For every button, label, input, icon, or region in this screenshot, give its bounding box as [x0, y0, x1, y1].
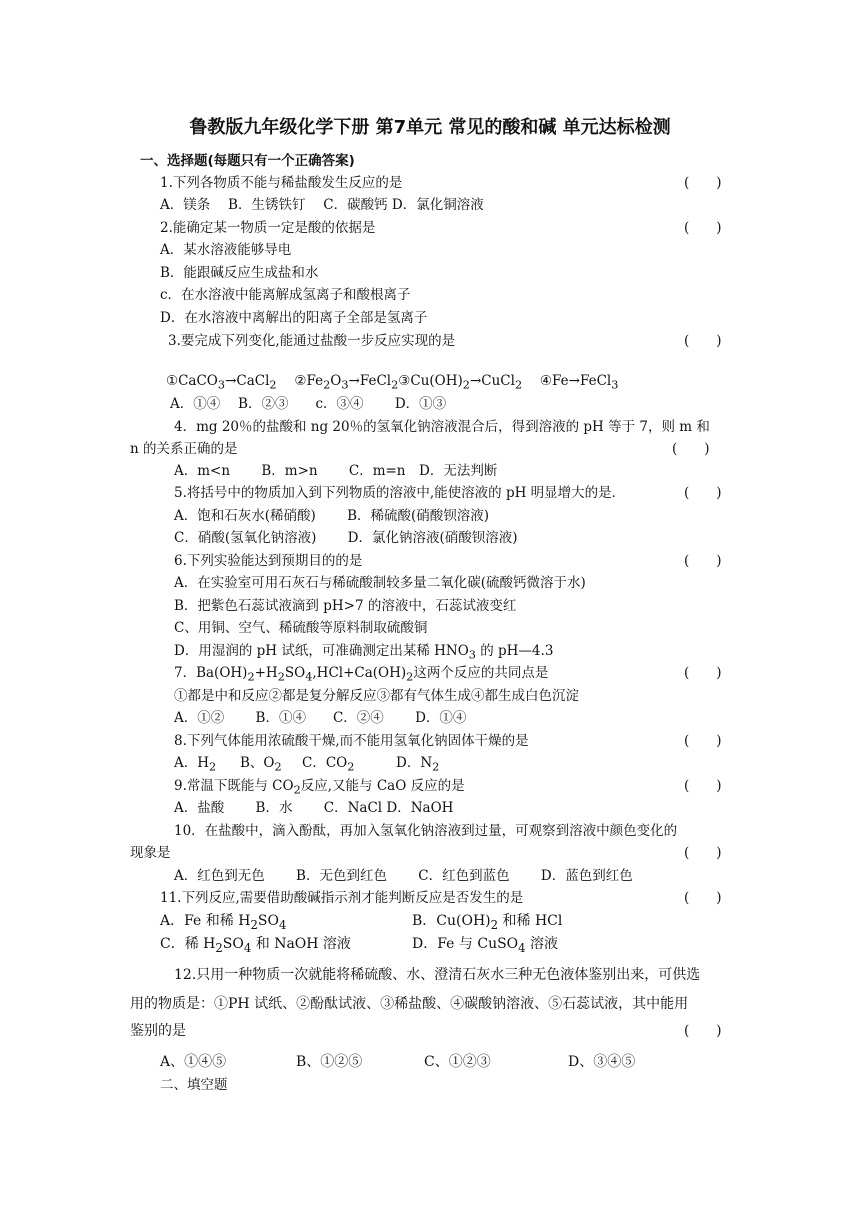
- q1-answer-paren: ( ): [684, 175, 722, 191]
- q6-option-a: A．在实验室可用石灰石与稀硫酸制较多量二氧化碳(硫酸钙微溶于水): [174, 575, 586, 591]
- section-heading-fill: 二、填空题: [160, 1077, 228, 1093]
- q7-statements: ①都是中和反应②都是复分解反应③都有气体生成④都生成白色沉淀: [174, 688, 579, 704]
- q11-option-c: C．稀 $H_2SO_4$ 和 NaOH 溶液: [160, 936, 351, 955]
- q11-option-a: A．Fe 和稀 $H_2SO_4$: [160, 913, 287, 932]
- q5-options-ab: A．饱和石灰水(稀硝酸) B．稀硫酸(硝酸钡溶液): [174, 508, 490, 524]
- q2-option-a: A．某水溶液能够导电: [160, 242, 292, 258]
- q11-answer-paren: ( ): [684, 890, 722, 906]
- q12-stem-line2: 用的物质是：①PH 试纸、②酚酞试液、③稀盐酸、④碳酸钠溶液、⑤石蕊试液，其中能用: [130, 996, 689, 1012]
- q11-stem: 11.下列反应,需要借助酸碱指示剂才能判断反应是否发生的是: [160, 890, 524, 906]
- q7-answer-paren: ( ): [684, 665, 722, 681]
- q10-options: A．红色到无色 B．无色到红色 C．红色到蓝色 D．蓝色到红色: [174, 868, 633, 884]
- q10-stem-line2: 现象是: [130, 845, 171, 861]
- q6-option-b: B．把紫色石蕊试液滴到 pH>7 的溶液中，石蕊试液变红: [174, 598, 517, 614]
- q8-answer-paren: ( ): [684, 733, 722, 749]
- q6-stem: 6.下列实验能达到预期目的的是: [174, 553, 363, 569]
- q5-stem: 5.将括号中的物质加入到下列物质的溶液中,能使溶液的 pH 明显增大的是．: [174, 485, 626, 501]
- q7-options: A．①② B．①④ C．②④ D．①④: [174, 710, 467, 726]
- q3-reactions: [166, 372, 618, 395]
- q2-option-d: D．在水溶液中离解出的阳离子全部是氢离子: [160, 310, 428, 326]
- q10-answer-paren: ( ): [684, 845, 722, 861]
- q2-option-c: c．在水溶液中能离解成氢离子和酸根离子: [160, 287, 411, 303]
- q7-stem: 7．$Ba(OH)_2+H_2SO_4,HCl+Ca(OH)_2$这两个反应的共同点是: [174, 665, 549, 684]
- q12-option-a: A、①④⑤: [160, 1054, 227, 1070]
- q6-option-c: C、用铜、空气、稀硫酸等原料制取硫酸铜: [174, 620, 428, 636]
- q3-answer-paren: ( ): [684, 333, 722, 349]
- q8-option-a: A．$H_2$: [174, 755, 217, 774]
- q5-answer-paren: ( ): [684, 485, 722, 501]
- page-title: 鲁教版九年级化学下册 第7单元 常见的酸和碱 单元达标检测: [189, 117, 671, 138]
- q12-answer-paren: ( ): [684, 1023, 722, 1039]
- q2-answer-paren: ( ): [684, 220, 722, 236]
- q9-stem: 9.常温下既能与 $CO_2$反应,又能与 CaO 反应的是: [174, 778, 465, 797]
- q12-option-b: B、①②⑤: [296, 1054, 363, 1070]
- q12-stem-line3: 鉴别的是: [130, 1023, 186, 1039]
- q6-answer-paren: ( ): [684, 553, 722, 569]
- section-heading-choice: 一、选择题(每题只有一个正确答案): [140, 153, 355, 169]
- q8-option-c: C．$CO_2$: [302, 755, 355, 774]
- q8-stem: 8.下列气体能用浓硫酸干燥,而不能用氢氧化钠固体干燥的是: [174, 733, 529, 749]
- reaction-1: ①CaCO$_3$→CaCl$_2$: [166, 373, 277, 392]
- q2-stem: 2.能确定某一物质一定是酸的依据是: [160, 220, 376, 236]
- q1-stem: 1.下列各物质不能与稀盐酸发生反应的是: [160, 175, 403, 191]
- q8-option-b: B、$O_2$: [240, 755, 282, 774]
- q6-option-d: D．用湿润的 pH 试纸，可准确测定出某稀 $HNO_3$ 的 pH—4.3: [174, 643, 554, 662]
- q4-answer-paren: ( ): [672, 441, 710, 457]
- q10-stem-line1: 10．在盐酸中，滴入酚酞，再加入氢氧化钠溶液到过量，可观察到溶液中颜色变化的: [174, 823, 678, 839]
- q8-option-d: D．$N_2$: [396, 755, 440, 774]
- q11-option-b: B．$Cu(OH)_2$ 和稀 HCl: [412, 913, 563, 932]
- q4-stem-line1: 4．mg 20％的盐酸和 ng 20％的氢氧化钠溶液混合后，得到溶液的 pH 等于 7，则 m 和: [174, 419, 710, 435]
- q5-options-cd: C．硝酸(氢氧化钠溶液) D．氯化钠溶液(硝酸钡溶液): [174, 530, 518, 546]
- q2-option-b: B．能跟碱反应生成盐和水: [160, 265, 319, 281]
- q9-answer-paren: ( ): [684, 778, 722, 794]
- q12-option-d: D、③④⑤: [568, 1054, 636, 1070]
- reaction-3: $③Cu(OH)_2\to CuCl_2$: [398, 373, 523, 392]
- q4-options: A．m<n B．m>n C．m=n D．无法判断: [174, 463, 498, 479]
- q11-option-d: D．Fe 与 CuSO$_4$ 溶液: [412, 936, 559, 955]
- q4-stem-line2: n 的关系正确的是: [130, 441, 238, 457]
- q12-stem-line1: 12.只用一种物质一次就能将稀硫酸、水、澄清石灰水三种无色液体鉴别出来，可供选: [174, 967, 701, 983]
- q3-stem: 3.要完成下列变化,能通过盐酸一步反应实现的是: [168, 333, 456, 349]
- reaction-4: ④Fe→FeCl$_3$: [539, 373, 619, 392]
- reaction-2: $②Fe_2O_3\to FeCl_2$: [294, 373, 399, 392]
- q3-options: A．①④ B．②③ c．③④ D．①③: [170, 396, 447, 412]
- q12-option-c: C、①②③: [424, 1054, 491, 1070]
- q9-options: A．盐酸 B．水 C．NaCl D．NaOH: [174, 800, 454, 816]
- q1-options: A．镁条 B．生锈铁钉 C．碳酸钙 D．氯化铜溶液: [160, 197, 484, 213]
